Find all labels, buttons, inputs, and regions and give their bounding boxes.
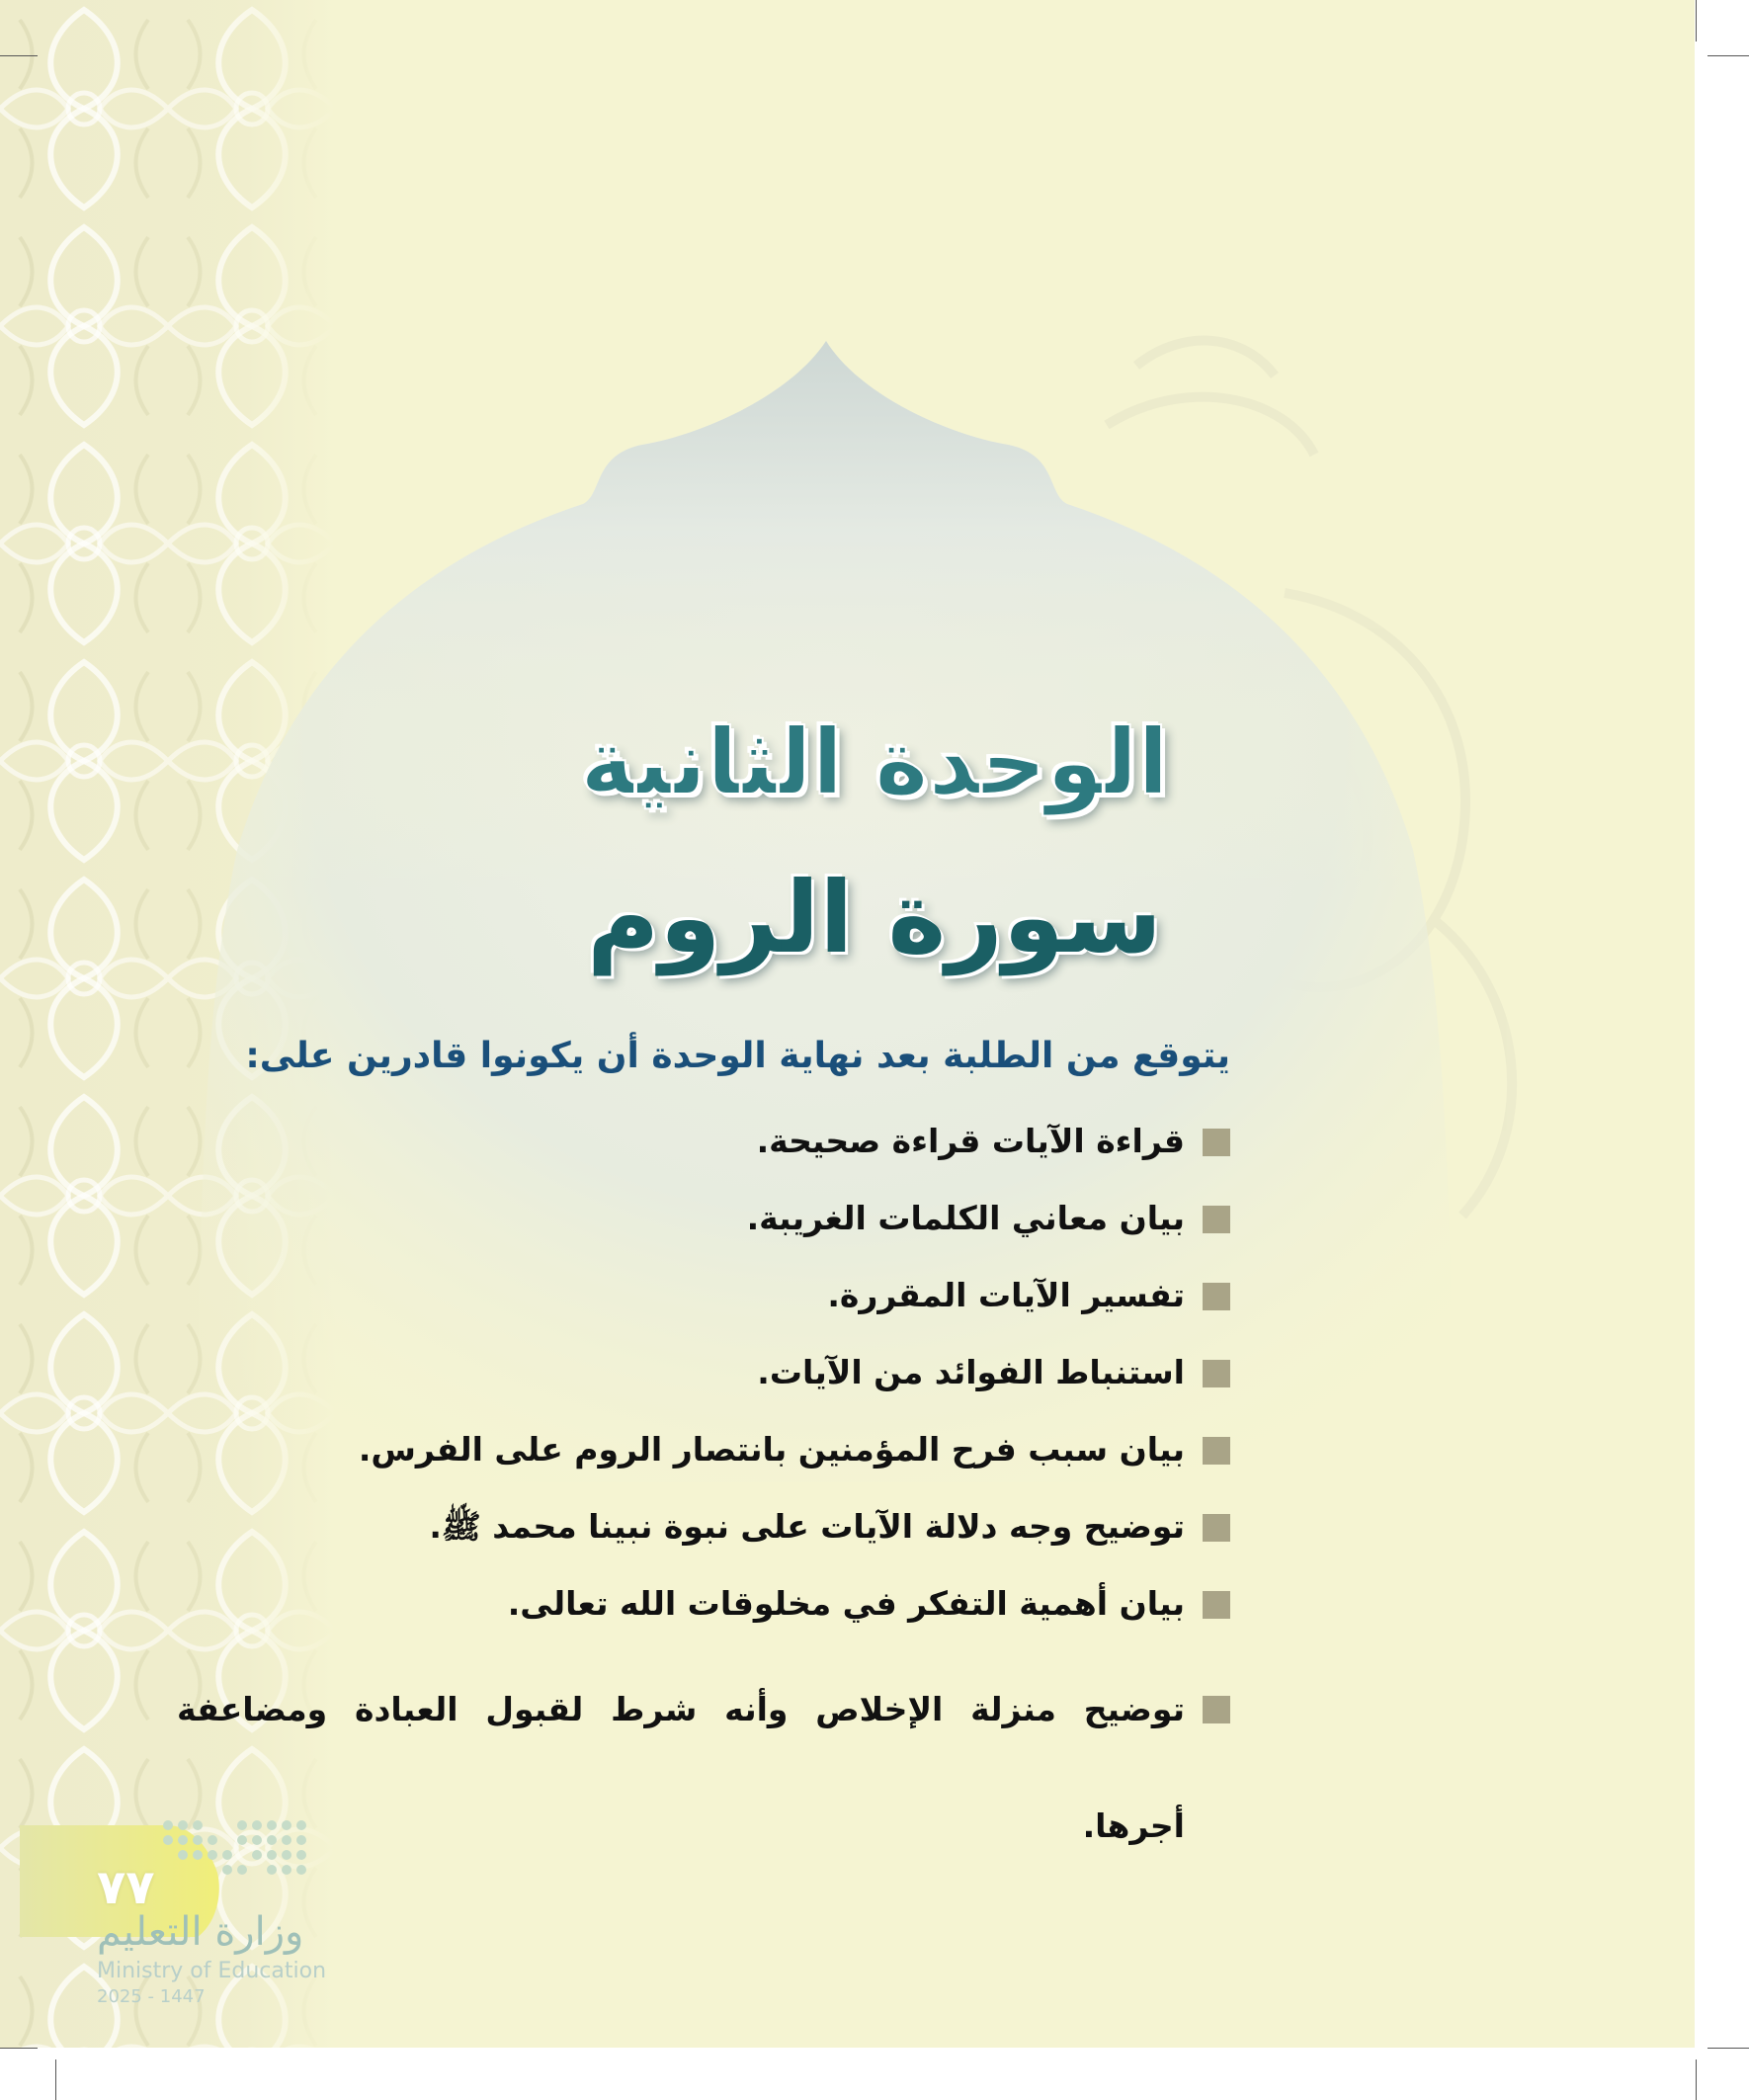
surah-title: سورة الروم <box>587 860 1162 975</box>
bullet-square-icon <box>1203 1696 1230 1723</box>
crop-mark <box>0 55 38 56</box>
crop-mark <box>1696 2059 1697 2100</box>
bullet-square-icon <box>1203 1360 1230 1387</box>
ministry-name-arabic: وزارة التعليم <box>97 1909 304 1955</box>
crop-mark <box>1696 0 1697 42</box>
page-number: ٧٧ <box>97 1860 155 1915</box>
unit-title: الوحدة الثانية <box>580 710 1169 815</box>
list-item: توضيح وجه دلالة الآيات على نبوة نبينا محمد ﷺ. <box>143 1497 1230 1556</box>
list-item: تفسير الآيات المقررة. <box>143 1266 1230 1325</box>
crop-mark <box>55 2059 56 2100</box>
bullet-square-icon <box>1203 1591 1230 1619</box>
bullet-square-icon <box>1203 1206 1230 1233</box>
list-item: قراءة الآيات قراءة صحيحة. <box>143 1112 1230 1171</box>
bullet-square-icon <box>1203 1283 1230 1310</box>
ministry-year: 2025 - 1447 <box>97 1986 206 2007</box>
list-item: بيان معاني الكلمات الغريبة. <box>143 1189 1230 1248</box>
bullet-square-icon <box>1203 1129 1230 1156</box>
list-item: توضيح منزلة الإخلاص وأنه شرط لقبول العبادة ومضاعفة أجرها. <box>143 1651 1230 1885</box>
crop-mark <box>0 2048 38 2049</box>
crop-mark <box>1707 2048 1749 2049</box>
ministry-name-english: Ministry of Education <box>97 1959 327 1983</box>
crop-mark <box>1707 55 1749 56</box>
objectives-intro: يتوقع من الطلبة بعد نهاية الوحدة أن يكونوا قادرين على: <box>245 1036 1230 1076</box>
bullet-square-icon <box>1203 1514 1230 1542</box>
objectives-list <box>143 1112 1230 1902</box>
list-item: استنباط الفوائد من الآيات. <box>143 1343 1230 1402</box>
list-item: بيان أهمية التفكر في مخلوقات الله تعالى. <box>143 1574 1230 1634</box>
list-item: بيان سبب فرح المؤمنين بانتصار الروم على الفرس. <box>143 1420 1230 1479</box>
bullet-square-icon <box>1203 1437 1230 1465</box>
